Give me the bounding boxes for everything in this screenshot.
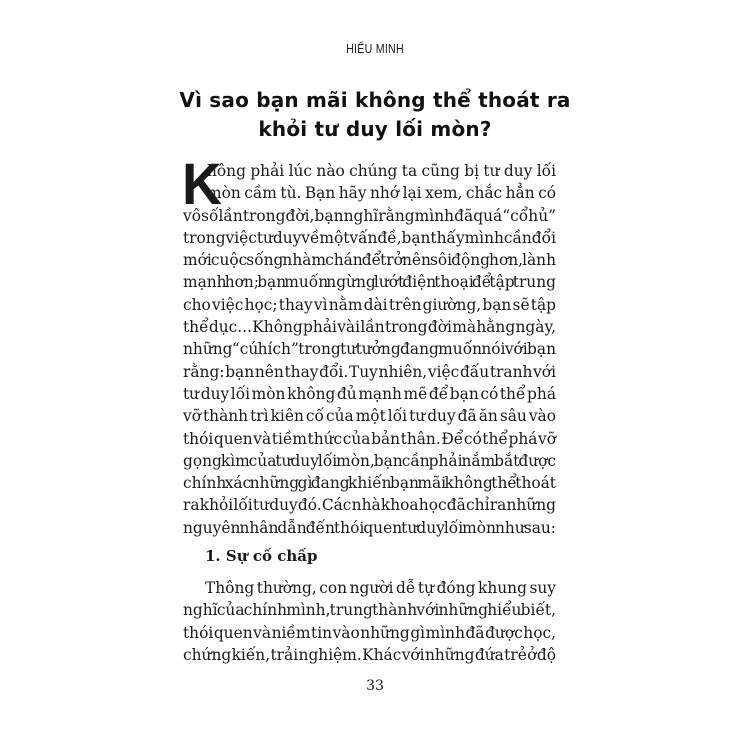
text-line: thói quen và niềm tin vào những gì mình đã được học, [183,623,556,642]
text-line: thể dục... Không phải vài lần trong đời mà hằng ngày, [183,318,556,337]
text-line: thói quen và tiềm thức của bản thân. Để có thể phá vỡ [183,429,556,448]
text-line: chính xác những gì đang khiến bạn mãi không thể thoát [183,474,556,493]
chapter-title [150,86,600,144]
text-line: chứng kiến, trải nghiệm. Khác với những đứa trẻ ở độ [183,645,556,664]
text-line: vỡ thành trì kiên cố của một lối tư duy đã ăn sâu vào [183,407,556,426]
text-line: nghĩ của chính mình, trung thành với những hiểu biết, [183,601,556,620]
text-line: ra khỏi lối tư duy đó. Các nhà khoa học đã chỉ ra những [183,496,556,515]
chapter-title-line: Vì sao bạn mãi không thể thoát ra [179,88,571,112]
text-line: những “cú hích” trong tư tưởng đang muốn nói với bạn [183,340,556,359]
text-line: vô số lần trong đời, bạn nghĩ rằng mình đã quá “cổ hủ” [183,206,556,225]
drop-cap: K [182,152,222,217]
text-line: Thông thường, con người dễ tự đóng khung suy [205,579,556,597]
text-line: hông phải lúc nào chúng ta cũng bị tư duy lối [207,162,556,180]
text-line: cho việc học; thay vì nằm dài trên giường, bạn sẽ tập [183,295,556,314]
text-line: rằng: bạn nên thay đổi. Tuy nhiên, việc đấu tranh với [183,362,556,381]
section-heading: 1. Sự cố chấp [205,547,318,565]
text-line: tư duy lối mòn không đủ mạnh mẽ để bạn có thể phá [183,384,556,403]
text-line: mạnh hơn; bạn muốn ngừng lướt điện thoại để tập trung [183,273,556,292]
text-line: gọng kìm của tư duy lối mòn, bạn cần phải nắm bắt được [183,451,556,470]
text-line: nguyên nhân dẫn đến thói quen tư duy lối mòn như sau: [183,518,556,537]
text-line: trong việc tư duy về một vấn đề, bạn thấy mình cần đổi [183,228,556,247]
paragraph-1 [182,152,556,539]
paragraph-2 [183,577,556,666]
chapter-title-line: khỏi tư duy lối mòn? [258,117,492,141]
running-header: HIỂU MINH [346,42,404,56]
page-number: 33 [366,678,384,694]
text-line: mòn cầm tù. Bạn hãy nhớ lại xem, chắc hẳn có [207,184,556,203]
text-line: mới cuộc sống nhàm chán để trở nên sôi động hơn, lành [183,251,556,270]
